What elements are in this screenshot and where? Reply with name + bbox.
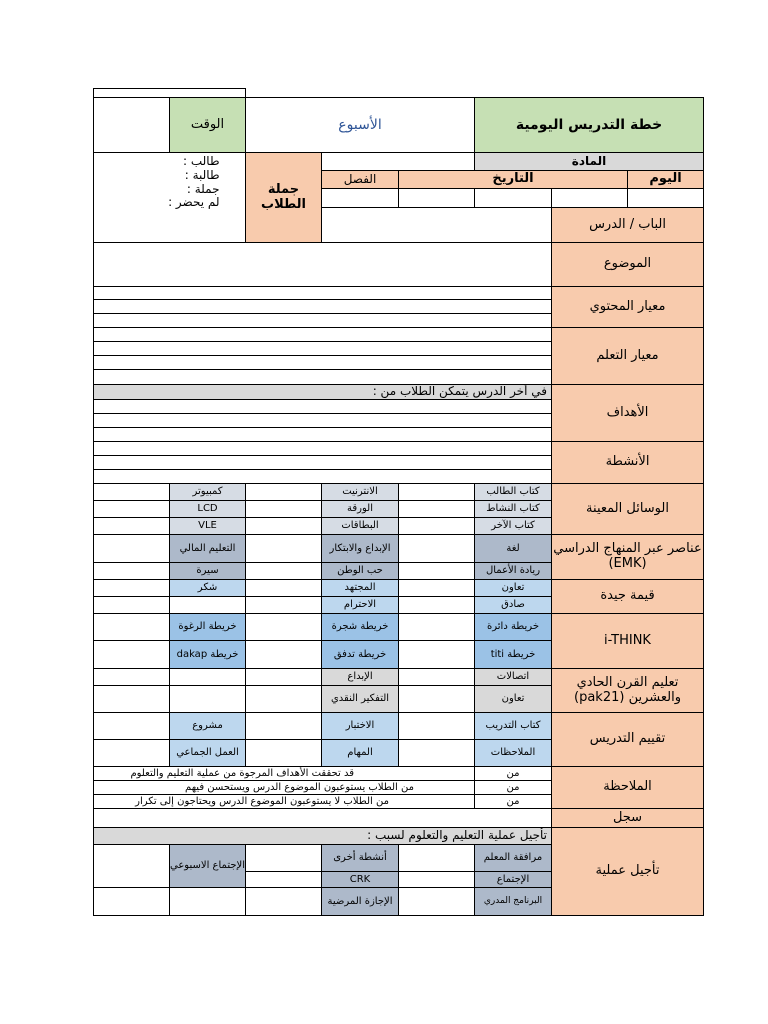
students-line: طالبة : [184, 167, 220, 182]
values-check[interactable] [398, 579, 475, 597]
emk-check[interactable] [93, 562, 170, 580]
values-option: تعاون [474, 579, 552, 597]
record-value[interactable] [93, 808, 552, 828]
assessment-option: كتاب التدريب [474, 712, 552, 740]
objectives-intro: في أخر الدرس يتمكن الطلاب من : [93, 384, 552, 400]
date-value[interactable] [551, 188, 628, 208]
pak21-empty [169, 685, 246, 713]
postpone-option: الإجتماع [474, 871, 552, 888]
page-title: خطة التدريس اليومية [474, 97, 704, 153]
objectives-line[interactable] [93, 427, 552, 442]
emk-check[interactable] [245, 534, 322, 563]
ithink-check[interactable] [93, 640, 170, 669]
emk-option: لغة [474, 534, 552, 563]
postpone-option: أنشطة أخرى [321, 844, 399, 872]
aids-label: الوسائل المعينة [551, 483, 704, 535]
aids-check[interactable] [245, 500, 322, 518]
note-text: من الطلاب يستوعبون الموضوع الدرس ويستحسن فيهم [93, 780, 475, 795]
aids-check[interactable] [245, 483, 322, 501]
emk-check[interactable] [93, 534, 170, 563]
assessment-option: الاختبار [321, 712, 399, 740]
learning-standard-label: معيار التعلم [551, 327, 704, 385]
values-check[interactable] [245, 596, 322, 614]
emk-check[interactable] [398, 534, 475, 563]
aids-check[interactable] [93, 517, 170, 535]
day-label: اليوم [627, 170, 704, 189]
aids-option: كتاب الطالب [474, 483, 552, 501]
note-text: من الطلاب لا يستوعبون الموضوع الدرس ويحتاجون إلى تكرار [93, 794, 475, 809]
week-label: الأسبوع [245, 97, 475, 153]
note-text: قد تحققت الأهداف المرجوة من عملية التعليم والتعلوم [93, 766, 475, 781]
total-students-label: جملة الطلاب [245, 152, 322, 243]
postpone-option: CRK [321, 871, 399, 888]
assessment-check[interactable] [93, 739, 170, 767]
pak21-option: الإبداع [321, 668, 399, 686]
emk-label: عناصر عبر المنهاج الدراسي (EMK) [551, 534, 704, 580]
note-from: من [474, 780, 552, 795]
pak21-check[interactable] [93, 668, 170, 686]
pak21-option: التفكير النقدي [321, 685, 399, 713]
ithink-check[interactable] [398, 640, 475, 669]
postpone-check[interactable] [398, 844, 475, 872]
content-standard-line[interactable] [93, 286, 552, 300]
class-value[interactable] [321, 188, 399, 208]
postpone-label: تأجيل عملية [551, 827, 704, 916]
values-option: الاحترام [321, 596, 399, 614]
postpone-option: مرافقة المعلم [474, 844, 552, 872]
values-check[interactable] [398, 596, 475, 614]
assessment-check[interactable] [245, 712, 322, 740]
emk-option: سيرة [169, 562, 246, 580]
ithink-option: خريطة تدفق [321, 640, 399, 669]
subject-value[interactable] [321, 152, 475, 171]
header-empty-cell[interactable] [93, 97, 170, 153]
students-line: لم يحضر : [168, 195, 220, 210]
time-label: الوقت [169, 97, 246, 153]
postpone-intro: تأجيل عملية التعليم والتعلوم لسبب : [93, 827, 552, 845]
activities-line[interactable] [93, 441, 552, 456]
students-line: طالب : [182, 154, 220, 168]
emk-check[interactable] [245, 562, 322, 580]
aids-check[interactable] [93, 500, 170, 518]
date-label: التاريخ [398, 170, 628, 189]
objectives-line[interactable] [93, 413, 552, 428]
record-label: سجل [551, 808, 704, 828]
learning-standard-line[interactable] [93, 369, 552, 385]
pak21-check[interactable] [245, 685, 322, 713]
ithink-option: خريطة titi [474, 640, 552, 669]
pak21-check[interactable] [93, 685, 170, 713]
values-option: المجتهد [321, 579, 399, 597]
emk-option: حب الوطن [321, 562, 399, 580]
topic-value[interactable] [93, 242, 552, 287]
chapter-value[interactable] [321, 207, 552, 243]
aids-check[interactable] [245, 517, 322, 535]
students-count-box[interactable] [93, 152, 246, 243]
emk-option: الإبداع والابتكار [321, 534, 399, 563]
learning-standard-line[interactable] [93, 327, 552, 342]
postpone-option: البرنامج المدري [474, 887, 552, 916]
content-standard-label: معيار المحتوي [551, 286, 704, 328]
values-option: صادق [474, 596, 552, 614]
day-value[interactable] [627, 188, 704, 208]
aids-option: كتاب النشاط [474, 500, 552, 518]
pak21-check[interactable] [245, 668, 322, 686]
objectives-label: الأهداف [551, 384, 704, 442]
notes-label: الملاحظة [551, 766, 704, 809]
aids-option: VLE [169, 517, 246, 535]
note-from: من [474, 794, 552, 809]
pak21-label: تعليم القرن الحادي والعشرين (pak21) [551, 668, 704, 713]
learning-standard-line[interactable] [93, 341, 552, 356]
date-value[interactable] [398, 188, 475, 208]
ithink-option: خريطة الرغوة [169, 613, 246, 641]
assessment-check[interactable] [93, 712, 170, 740]
postpone-option: الإجتماع الاسبوعي [169, 844, 246, 888]
postpone-check[interactable] [245, 871, 322, 888]
pak21-option: اتصالات [474, 668, 552, 686]
assessment-check[interactable] [245, 739, 322, 767]
postpone-check[interactable] [93, 844, 170, 888]
assessment-check[interactable] [398, 712, 475, 740]
activities-line[interactable] [93, 455, 552, 470]
learning-standard-line[interactable] [93, 355, 552, 370]
assessment-option: مشروع [169, 712, 246, 740]
postpone-check[interactable] [398, 871, 475, 888]
class-label: الفصل [321, 170, 399, 189]
aids-option: البطاقات [321, 517, 399, 535]
pak21-check[interactable] [398, 685, 475, 713]
postpone-option: الإجازة المرضية [321, 887, 399, 916]
postpone-check[interactable] [93, 887, 170, 916]
postpone-check[interactable] [245, 887, 322, 916]
chapter-label: الباب / الدرس [551, 207, 704, 243]
aids-option: LCD [169, 500, 246, 518]
emk-check[interactable] [398, 562, 475, 580]
assessment-option: المهام [321, 739, 399, 767]
aids-check[interactable] [398, 500, 475, 518]
students-line: جملة : [186, 181, 220, 196]
subject-label: المادة [474, 152, 704, 171]
postpone-check[interactable] [398, 887, 475, 916]
aids-check[interactable] [398, 483, 475, 501]
values-check[interactable] [93, 579, 170, 597]
ithink-option: خريطة dakap [169, 640, 246, 669]
aids-check[interactable] [398, 517, 475, 535]
aids-option: الورقة [321, 500, 399, 518]
topic-label: الموضوع [551, 242, 704, 287]
ithink-check[interactable] [398, 613, 475, 641]
aids-option: الانترنيت [321, 483, 399, 501]
pak21-check[interactable] [398, 668, 475, 686]
aids-option: كمبيوتر [169, 483, 246, 501]
values-check[interactable] [93, 596, 170, 614]
assessment-option: العمل الجماعي [169, 739, 246, 767]
assessment-option: الملاحظات [474, 739, 552, 767]
activities-label: الأنشطة [551, 441, 704, 484]
values-empty [169, 596, 246, 614]
objectives-line[interactable] [93, 399, 552, 414]
pak21-empty [169, 668, 246, 686]
ithink-check[interactable] [245, 613, 322, 641]
assessment-label: تقييم التدريس [551, 712, 704, 767]
emk-option: ريادة الأعمال [474, 562, 552, 580]
ithink-check[interactable] [93, 613, 170, 641]
values-check[interactable] [245, 579, 322, 597]
activities-line[interactable] [93, 469, 552, 484]
ithink-label: i-THINK [551, 613, 704, 669]
postpone-empty [169, 887, 246, 916]
pak21-option: تعاون [474, 685, 552, 713]
ithink-check[interactable] [245, 640, 322, 669]
aids-check[interactable] [93, 483, 170, 501]
values-option: شكر [169, 579, 246, 597]
ithink-option: خريطة دائرة [474, 613, 552, 641]
date-value[interactable] [474, 188, 552, 208]
assessment-check[interactable] [398, 739, 475, 767]
values-label: قيمة جيدة [551, 579, 704, 614]
emk-option: التعليم المالي [169, 534, 246, 563]
postpone-check[interactable] [245, 844, 322, 872]
note-from: من [474, 766, 552, 781]
ithink-option: خريطة شجرة [321, 613, 399, 641]
aids-option: كتاب الآخر [474, 517, 552, 535]
content-standard-line[interactable] [93, 313, 552, 328]
content-standard-line[interactable] [93, 299, 552, 314]
